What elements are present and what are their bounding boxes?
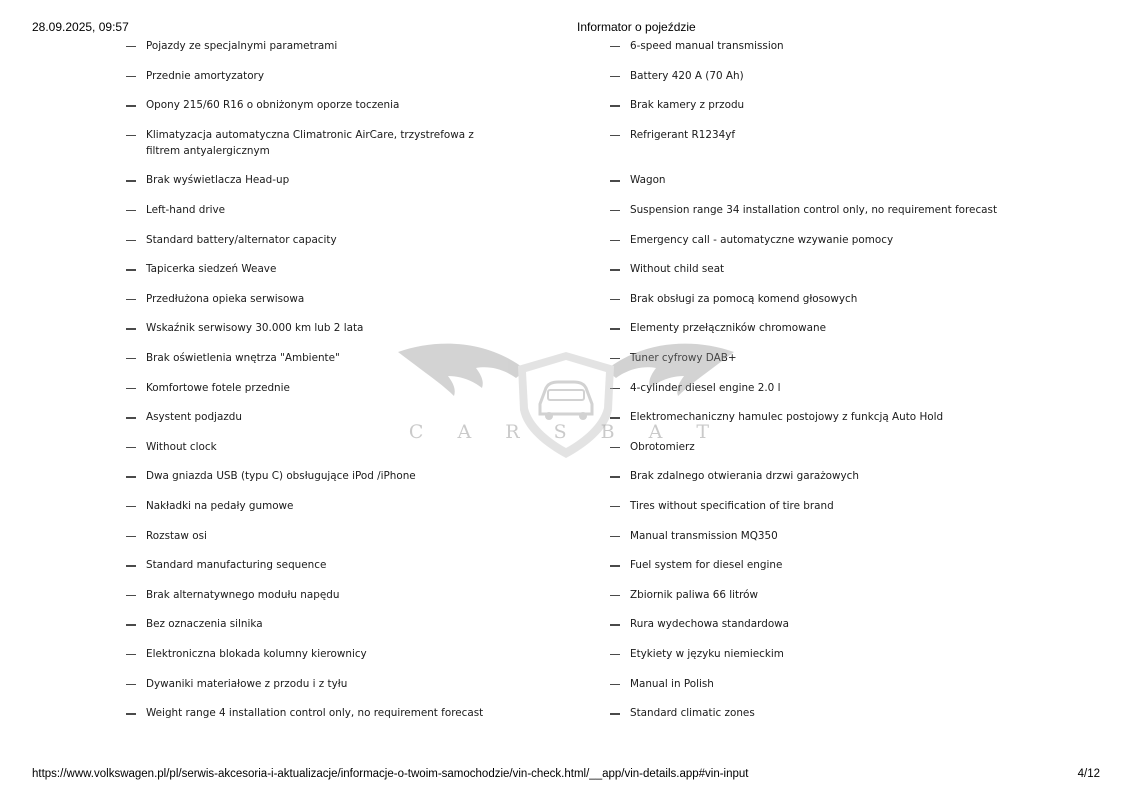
page-url: https://www.volkswagen.pl/pl/serwis-akcesoria-i-aktualizacje/informacje-o-twoim-samochodzie/vin-check.html/__app/vin-details.app#vin-input <box>32 768 749 780</box>
equipment-item <box>126 320 486 336</box>
equipment-item <box>610 468 1010 484</box>
bullet-dash <box>126 713 136 714</box>
bullet-dash <box>610 240 620 241</box>
bullet-dash <box>126 624 136 625</box>
equipment-item <box>126 380 486 396</box>
equipment-item <box>126 468 486 484</box>
equipment-item <box>126 232 486 248</box>
equipment-label: Nakładki na pedały gumowe <box>146 500 294 512</box>
equipment-label: Brak alternatywnego modułu napędu <box>146 588 340 601</box>
equipment-item <box>126 68 486 84</box>
equipment-label: Zbiornik paliwa 66 litrów <box>630 588 759 601</box>
equipment-label: Tuner cyfrowy DAB+ <box>630 352 737 364</box>
equipment-label: Bez oznaczenia silnika <box>146 618 263 631</box>
equipment-item <box>126 172 486 188</box>
equipment-item <box>610 38 1010 54</box>
page-number: 4/12 <box>1077 768 1100 780</box>
bullet-dash <box>610 180 620 181</box>
equipment-label: Emergency call - automatyczne wzywanie pomocy <box>630 233 894 246</box>
equipment-label: Standard climatic zones <box>630 707 755 720</box>
bullet-dash <box>126 105 136 106</box>
bullet-dash <box>126 654 136 655</box>
bullet-dash <box>610 76 620 77</box>
equipment-label: Weight range 4 installation control only, no requirement forecast <box>146 707 484 720</box>
bullet-dash <box>126 210 136 211</box>
equipment-label: Battery 420 A (70 Ah) <box>630 69 744 82</box>
bullet-dash <box>610 684 620 685</box>
equipment-label: Brak oświetlenia wnętrza "Ambiente" <box>146 352 340 364</box>
bullet-dash <box>126 476 136 477</box>
equipment-label: Manual in Polish <box>630 677 714 690</box>
equipment-label: Tires without specification of tire brand <box>630 500 834 512</box>
bullet-dash <box>610 328 620 329</box>
equipment-item <box>610 705 1010 721</box>
equipment-item <box>126 587 486 603</box>
bullet-dash <box>126 506 136 507</box>
bullet-dash <box>126 328 136 329</box>
equipment-item <box>610 587 1010 603</box>
equipment-item <box>126 616 486 632</box>
bullet-dash <box>126 447 136 448</box>
bullet-dash <box>610 388 620 389</box>
equipment-item <box>126 38 486 54</box>
equipment-label: Standard manufacturing sequence <box>146 559 327 572</box>
bullet-dash <box>126 269 136 270</box>
bullet-dash <box>126 299 136 300</box>
equipment-item <box>126 202 486 218</box>
equipment-item <box>126 97 486 113</box>
equipment-item <box>610 350 1010 366</box>
equipment-item <box>126 705 486 721</box>
equipment-item <box>126 291 486 307</box>
bullet-dash <box>610 447 620 448</box>
equipment-item <box>126 528 486 544</box>
equipment-label: Refrigerant R1234yf <box>630 128 736 141</box>
equipment-item <box>610 68 1010 84</box>
bullet-dash <box>610 46 620 47</box>
equipment-label: Przednie amortyzatory <box>146 69 264 82</box>
equipment-label: Brak wyświetlacza Head-up <box>146 174 290 187</box>
equipment-label: Dwa gniazda USB (typu C) obsługujące iPod /iPhone <box>146 470 416 483</box>
bullet-dash <box>126 358 136 359</box>
equipment-label: Dywaniki materiałowe z przodu i z tyłu <box>146 677 348 690</box>
equipment-label: Tapicerka siedzeń Weave <box>146 263 277 276</box>
bullet-dash <box>126 388 136 389</box>
equipment-item <box>126 676 486 692</box>
bullet-dash <box>126 180 136 181</box>
bullet-dash <box>610 624 620 625</box>
equipment-item <box>126 127 486 159</box>
equipment-label: Elektromechaniczny hamulec postojowy z funkcją Auto Hold <box>630 411 944 424</box>
bullet-dash <box>610 210 620 211</box>
bullet-dash <box>126 417 136 418</box>
equipment-label: Asystent podjazdu <box>146 411 242 424</box>
equipment-label: Without clock <box>146 440 217 453</box>
equipment-item <box>610 232 1010 248</box>
equipment-label: Left-hand drive <box>146 204 226 216</box>
equipment-label: 4-cylinder diesel engine 2.0 l <box>630 381 781 394</box>
bullet-dash <box>610 476 620 477</box>
print-datetime: 28.09.2025, 09:57 <box>32 20 129 34</box>
equipment-item <box>610 409 1010 425</box>
equipment-label: Komfortowe fotele przednie <box>146 381 290 394</box>
equipment-item <box>610 380 1010 396</box>
equipment-label: Opony 215/60 R16 o obniżonym oporze toczenia <box>146 99 400 112</box>
equipment-label: Obrotomierz <box>630 440 695 453</box>
equipment-label: 6-speed manual transmission <box>630 40 784 52</box>
equipment-label: Rozstaw osi <box>146 529 207 542</box>
watermark-text: C A R S B A T <box>408 421 724 443</box>
equipment-label: Fuel system for diesel engine <box>630 559 783 572</box>
equipment-label: Klimatyzacja automatyczna Climatronic AirCare, trzystrefowa z filtrem antyalergicznym <box>146 128 474 157</box>
equipment-item <box>126 261 486 277</box>
bullet-dash <box>610 417 620 418</box>
bullet-dash <box>610 506 620 507</box>
bullet-dash <box>610 299 620 300</box>
equipment-label: Pojazdy ze specjalnymi parametrami <box>146 40 338 52</box>
equipment-item <box>126 646 486 662</box>
equipment-item <box>126 350 486 366</box>
equipment-item <box>610 528 1010 544</box>
bullet-dash <box>126 684 136 685</box>
equipment-label: Without child seat <box>630 263 725 276</box>
equipment-label: Wskaźnik serwisowy 30.000 km lub 2 lata <box>146 322 364 335</box>
equipment-item <box>610 439 1010 455</box>
equipment-label: Etykiety w języku niemieckim <box>630 648 784 660</box>
equipment-item <box>126 498 486 514</box>
equipment-label: Suspension range 34 installation control only, no requirement forecast <box>630 204 998 216</box>
bullet-dash <box>126 565 136 566</box>
equipment-item <box>610 172 1010 188</box>
equipment-item <box>610 202 1010 218</box>
equipment-item <box>610 498 1010 514</box>
equipment-label: Brak obsługi za pomocą komend głosowych <box>630 292 858 305</box>
bullet-dash <box>126 595 136 596</box>
bullet-dash <box>610 536 620 537</box>
equipment-item <box>610 320 1010 336</box>
bullet-dash <box>610 269 620 270</box>
equipment-item <box>610 676 1010 692</box>
equipment-item <box>610 616 1010 632</box>
page-title: Informator o pojeździe <box>577 20 696 34</box>
equipment-label: Brak kamery z przodu <box>630 99 745 112</box>
bullet-dash <box>610 713 620 714</box>
equipment-label: Brak zdalnego otwierania drzwi garażowych <box>630 470 859 483</box>
equipment-label: Przedłużona opieka serwisowa <box>146 292 305 305</box>
bullet-dash <box>610 654 620 655</box>
equipment-item <box>610 261 1010 277</box>
equipment-label: Manual transmission MQ350 <box>630 529 778 542</box>
bullet-dash <box>610 135 620 136</box>
bullet-dash <box>126 135 136 136</box>
bullet-dash <box>610 105 620 106</box>
bullet-dash <box>126 240 136 241</box>
equipment-label: Standard battery/alternator capacity <box>146 233 337 246</box>
bullet-dash <box>610 565 620 566</box>
equipment-item <box>610 127 1010 143</box>
equipment-item <box>610 557 1010 573</box>
equipment-item <box>126 439 486 455</box>
equipment-label: Rura wydechowa standardowa <box>630 618 790 631</box>
equipment-label: Elektroniczna blokada kolumny kierownicy <box>146 648 367 660</box>
bullet-dash <box>610 358 620 359</box>
bullet-dash <box>126 536 136 537</box>
equipment-item <box>610 291 1010 307</box>
bullet-dash <box>126 46 136 47</box>
equipment-item <box>126 409 486 425</box>
equipment-item <box>126 557 486 573</box>
bullet-dash <box>126 76 136 77</box>
equipment-item <box>610 97 1010 113</box>
equipment-label: Wagon <box>630 174 666 187</box>
equipment-item <box>610 646 1010 662</box>
equipment-label: Elementy przełączników chromowane <box>630 322 826 335</box>
bullet-dash <box>610 595 620 596</box>
